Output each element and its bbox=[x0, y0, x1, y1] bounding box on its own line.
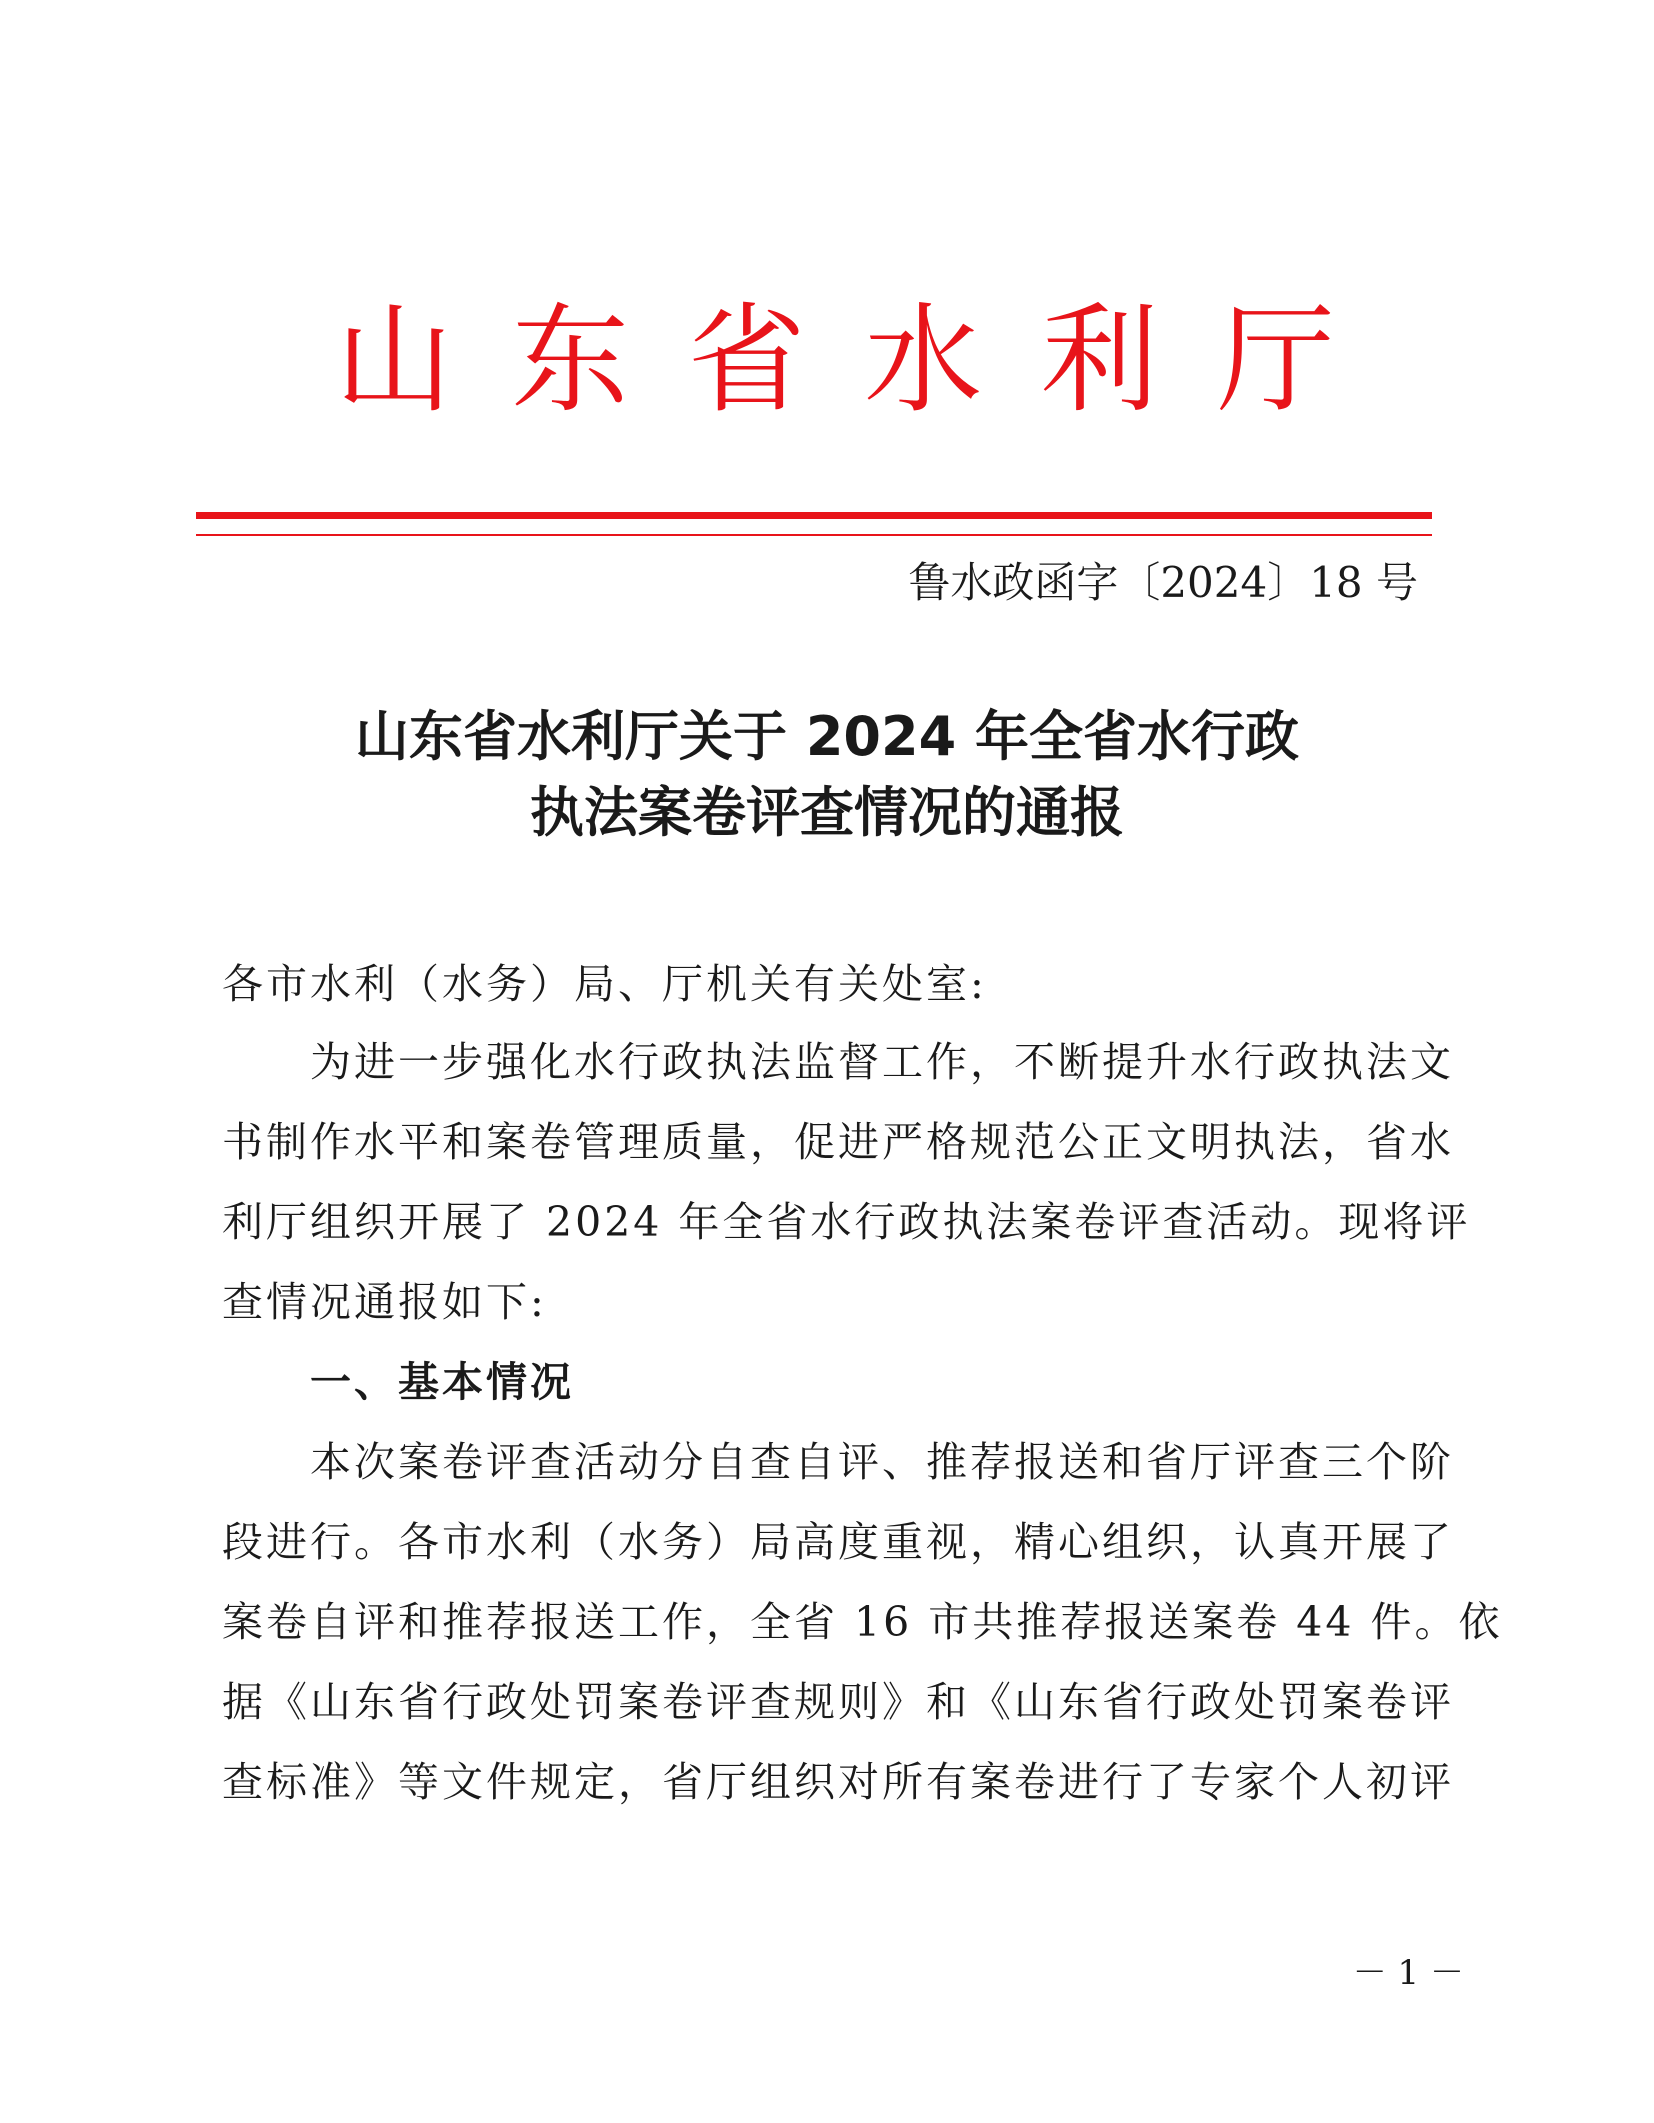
issuer-char: 省 bbox=[687, 291, 806, 429]
document-number: 鲁水政函字〔2024〕18 号 bbox=[908, 558, 1418, 607]
paragraph-basic-situation bbox=[222, 1422, 1503, 1822]
issuer-char: 东 bbox=[511, 291, 630, 429]
paragraph-line: 案卷自评和推荐报送工作，全省 16 市共推荐报送案卷 44 件。依 bbox=[222, 1598, 1503, 1646]
header-red-rule-thick bbox=[196, 512, 1432, 519]
paragraph-line: 查情况通报如下: bbox=[222, 1278, 547, 1326]
document-title-line-2: 执法案卷评查情况的通报 bbox=[530, 781, 1124, 844]
header-red-rule-thin bbox=[196, 534, 1432, 536]
issuer-char: 水 bbox=[864, 291, 983, 429]
paragraph-line: 利厅组织开展了 2024 年全省水行政执法案卷评查活动。现将评 bbox=[222, 1198, 1471, 1246]
paragraph-line: 查标准》等文件规定，省厅组织对所有案卷进行了专家个人初评 bbox=[222, 1758, 1454, 1806]
salutation: 各市水利（水务）局、厅机关有关处室: bbox=[222, 960, 987, 1008]
paragraph-line: 段进行。各市水利（水务）局高度重视，精心组织，认真开展了 bbox=[222, 1518, 1454, 1566]
paragraph-intro bbox=[222, 1022, 1471, 1342]
issuer-name bbox=[335, 291, 1335, 429]
paragraph-line: 据《山东省行政处罚案卷评查规则》和《山东省行政处罚案卷评 bbox=[222, 1678, 1454, 1726]
section-heading-basic-situation: 一、基本情况 bbox=[310, 1358, 574, 1406]
paragraph-line: 为进一步强化水行政执法监督工作，不断提升水行政执法文 bbox=[310, 1038, 1454, 1086]
issuer-char: 山 bbox=[335, 291, 454, 429]
issuer-char: 厅 bbox=[1216, 291, 1335, 429]
document-title-line-1: 山东省水利厅关于 2024 年全省水行政 bbox=[355, 705, 1299, 768]
paragraph-line: 本次案卷评查活动分自查自评、推荐报送和省厅评查三个阶 bbox=[310, 1438, 1454, 1486]
page-number: － 1 － bbox=[1352, 1953, 1464, 1993]
paragraph-line: 书制作水平和案卷管理质量，促进严格规范公正文明执法，省水 bbox=[222, 1118, 1454, 1166]
issuer-char: 利 bbox=[1040, 291, 1159, 429]
